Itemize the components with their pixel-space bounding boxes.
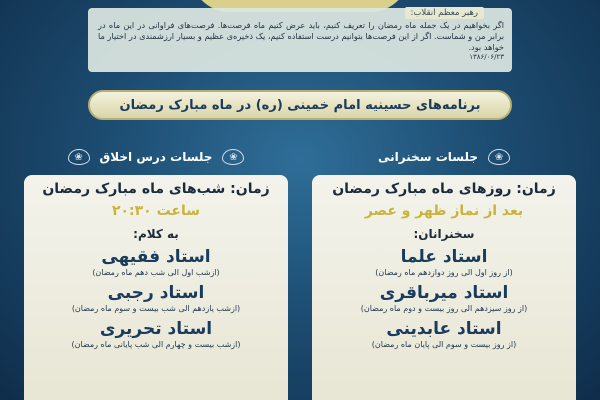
speaker-name: استاد علما <box>400 247 488 267</box>
speeches-card <box>312 175 576 400</box>
speaker-name: استاد رجبی <box>107 283 205 303</box>
ethics-card <box>24 175 288 400</box>
quote-text: اگر بخواهیم در یک جمله ماه رمضان را تعریف کنیم، باید عرض کنیم ماه فرصت‌ها. فرصت‌های فراوانی در این ماه در برابر من و شماست. اگر از این فرصت‌ها بتوانیم درست استفاده کنیم، یک ذخیره‌ی عظیم و بسیار ارزشمندی در اختیار ما خواهد بود. <box>98 20 504 52</box>
program-title: برنامه‌های حسینیه امام خمینی (ره) در ماه مبارک رمضان <box>88 90 512 120</box>
speaker-name: استاد عابدینی <box>386 319 502 339</box>
ornament-icon: ❀ <box>68 149 90 165</box>
speakers-label: سخنرانان: <box>413 227 475 241</box>
speaker-name: استاد میرباقری <box>379 283 509 303</box>
quote-author: رهبر معظم انقلاب: <box>405 7 485 19</box>
right-column-title-text: جلسات سخنرانی <box>377 150 479 164</box>
speaker-note: (از روز سیزدهم الی روز بیست و دوم ماه رمضان) <box>360 304 528 313</box>
speaker-name: استاد تحریری <box>99 319 213 339</box>
speaker-note: (ازشب اول الی شب دهم ماه رمضان) <box>92 268 220 277</box>
speaker-note: (ازشب یازدهم الی شب بیست و سوم ماه رمضان) <box>71 304 241 313</box>
ethics-when: زمان: شب‌های ماه مبارک رمضان <box>42 181 270 197</box>
speeches-time: بعد از نماز ظهر و عصر <box>364 203 524 219</box>
speaker-name: استاد فقیهی <box>101 247 211 267</box>
speeches-when: زمان: روزهای ماه مبارک رمضان <box>332 181 556 197</box>
speaker-note: (ازشب بیست و چهارم الی شب پایانی ماه رمضان) <box>71 340 241 349</box>
left-column-title <box>24 147 288 167</box>
right-column-title <box>312 147 576 167</box>
speaker-note: (از روز بیست و سوم الی پایان ماه رمضان) <box>371 340 517 349</box>
speaker-note: (از روز اول الی روز دوازدهم ماه رمضان) <box>375 268 513 277</box>
quote-date: ۱۳۸۶/۰۶/۲۳ <box>469 53 504 61</box>
ethics-speakers-label: به کلام: <box>133 227 179 241</box>
quote-box <box>88 8 512 72</box>
ornament-icon: ❀ <box>222 149 244 165</box>
left-column-title-text: جلسات درس اخلاق <box>99 150 213 164</box>
ornament-icon: ❀ <box>488 149 510 165</box>
ethics-time: ساعت ۲۰:۳۰ <box>111 203 201 219</box>
